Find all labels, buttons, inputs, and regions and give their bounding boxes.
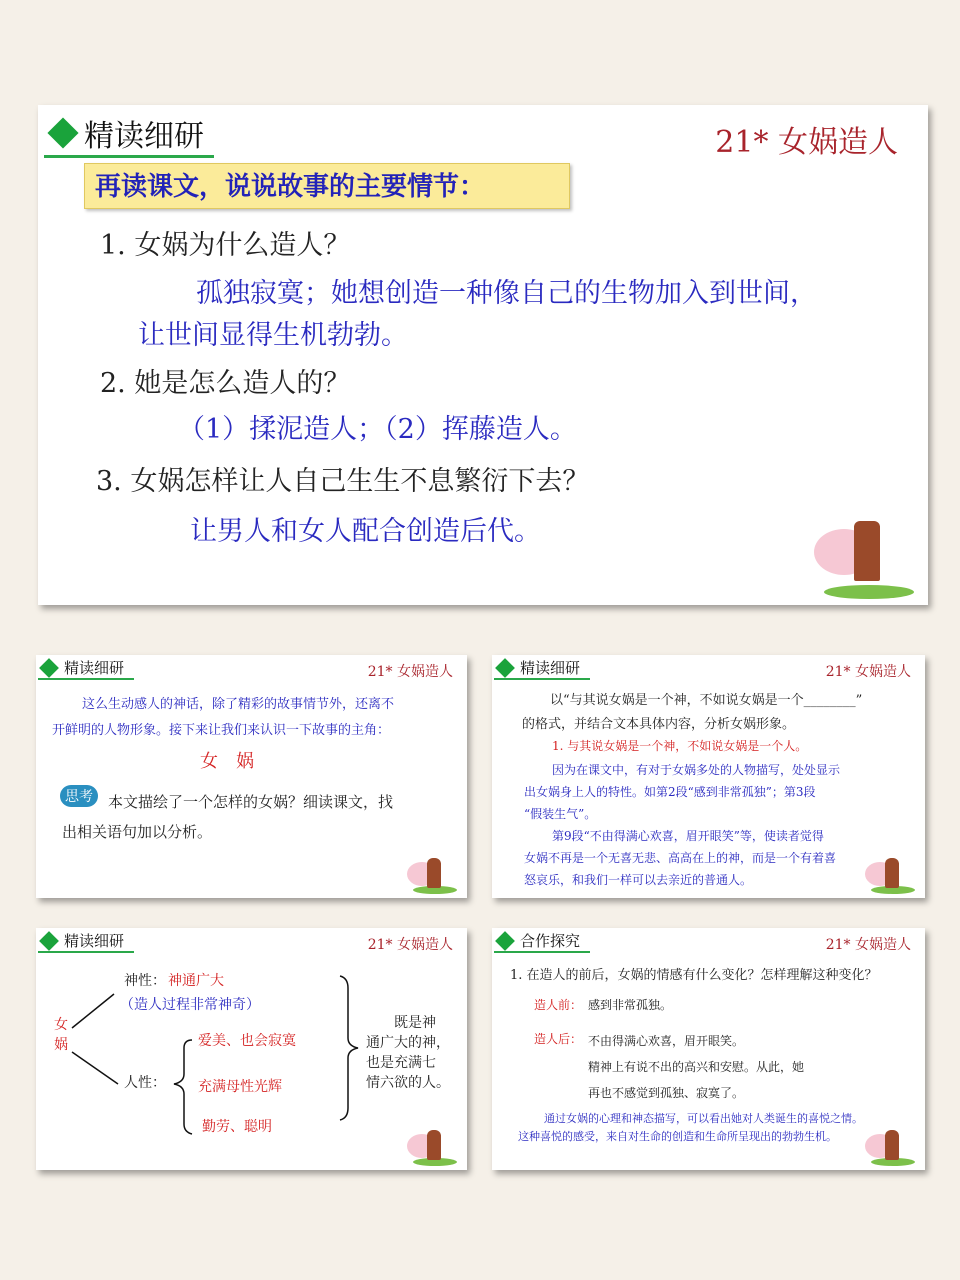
- diamond-icon: [495, 658, 515, 678]
- diamond-icon: [39, 658, 59, 678]
- conclusion-line: 通广大的神，: [366, 1035, 450, 1051]
- conclusion-line: 情六欲的人。: [366, 1075, 450, 1091]
- slide-cooperative-inquiry: [492, 928, 925, 1170]
- nuwa-illustration: [865, 1128, 919, 1166]
- lesson-title: 21* 女娲造人: [715, 125, 898, 160]
- section-title: 精读细研: [520, 659, 581, 677]
- main-slide: [38, 105, 928, 605]
- nuwa-illustration: [407, 856, 461, 894]
- divinity-label: 神性：: [124, 973, 166, 989]
- slide-image-analysis: [492, 655, 925, 898]
- section-title: 精读细研: [64, 659, 125, 677]
- answer-3: 让男人和女人配合创造后代。: [190, 516, 541, 547]
- summary-line: 通过女娲的心理和神态描写，可以看出她对人类诞生的喜悦之情。: [544, 1112, 863, 1125]
- nuwa-illustration: [407, 1128, 461, 1166]
- section-title: 精读细研: [84, 119, 204, 154]
- analysis-line: 因为在课文中，有对于女娲多处的人物描写，处处显示: [552, 763, 841, 777]
- question-3: 3. 女娲怎样让人自己生生不息繁衍下去？: [96, 466, 590, 497]
- after-label: 造人后：: [534, 1032, 583, 1046]
- answer-2: （1）揉泥造人；（2）挥藤造人。: [178, 414, 577, 445]
- answer-1-line-1: 孤独寂寞；她想创造一种像自己的生物加入到世间，: [196, 278, 817, 309]
- humanity-trait: 爱美、也会寂寞: [198, 1033, 296, 1049]
- nuwa-illustration: [865, 856, 919, 894]
- prompt-line-1: 以“与其说女娲是一个神，不如说女娲是一个________”: [550, 693, 863, 708]
- after-text: 再也不感觉到孤独、寂寞了。: [588, 1086, 745, 1100]
- divinity-note: （造人过程非常神奇）: [120, 997, 260, 1013]
- inquiry-question: 1. 在造人的前后，女娲的情感有什么变化？怎样理解这种变化？: [510, 968, 878, 983]
- banner: 再读课文，说说故事的主要情节：: [84, 163, 570, 209]
- question-2: 2. 她是怎么造人的？: [100, 368, 351, 399]
- lesson-title: 21* 女娲造人: [825, 664, 911, 680]
- answer-1-line-2: 让世间显得生机勃勃。: [138, 320, 408, 351]
- prompt-line-2: 的格式，并结合文本具体内容，分析女娲形象。: [522, 717, 796, 732]
- before-label: 造人前：: [534, 998, 583, 1012]
- humanity-label: 人性：: [124, 1075, 166, 1091]
- question-1: 1. 女娲为什么造人？: [100, 230, 351, 261]
- protagonist-name: 女 娲: [200, 751, 254, 772]
- section-header: [38, 657, 134, 680]
- think-question-line-1: 本文描绘了一个怎样的女娲？细读课文，找: [108, 793, 394, 811]
- conclusion-line: 也是充满七: [366, 1055, 436, 1071]
- think-question-line-2: 出相关语句加以分析。: [62, 823, 213, 841]
- root-label: 女: [54, 1017, 68, 1033]
- after-text: 不由得满心欢喜，眉开眼笑。: [588, 1034, 745, 1048]
- section-title: 合作探究: [520, 932, 581, 950]
- before-text: 感到非常孤独。: [588, 998, 673, 1012]
- section-header: [494, 657, 590, 680]
- lesson-title: 21* 女娲造人: [367, 937, 453, 953]
- section-header: [44, 111, 214, 158]
- conclusion-line: 既是神: [394, 1015, 436, 1031]
- analysis-line: “假装生气”。: [524, 807, 597, 821]
- divinity-value: 神通广大: [168, 973, 224, 989]
- think-badge: 思考: [60, 785, 98, 807]
- intro-line-2: 开鲜明的人物形象。接下来让我们来认识一下故事的主角：: [52, 723, 391, 738]
- analysis-line: 出女娲身上人的特性。如第2段“感到非常孤独”；第3段: [524, 785, 816, 799]
- nuwa-illustration: [814, 519, 924, 599]
- analysis-line: 第9段“不由得满心欢喜，眉开眼笑”等，使读者觉得: [552, 829, 824, 843]
- humanity-trait: 勤劳、聪明: [202, 1119, 272, 1135]
- slide-character-intro: [36, 655, 467, 898]
- humanity-trait: 充满母性光辉: [198, 1079, 282, 1095]
- intro-line-1: 这么生动感人的神话，除了精彩的故事情节外，还离不: [82, 697, 395, 712]
- summary-line: 这种喜悦的感受，来自对生命的创造和生命所呈现出的勃勃生机。: [518, 1130, 837, 1143]
- lesson-title: 21* 女娲造人: [367, 664, 453, 680]
- section-title: 精读细研: [64, 932, 125, 950]
- analysis-line: 女娲不再是一个无喜无悲、高高在上的神，而是一个有着喜: [524, 851, 837, 865]
- analysis-line: 怒哀乐，和我们一样可以去亲近的普通人。: [524, 873, 753, 887]
- root-label: 娲: [54, 1037, 68, 1053]
- section-header: [494, 930, 590, 953]
- answer-heading: 1. 与其说女娲是一个神，不如说女娲是一个人。: [552, 739, 808, 753]
- slide-character-diagram: [36, 928, 467, 1170]
- after-text: 精神上有说不出的高兴和安慰。从此，她: [588, 1060, 805, 1074]
- diamond-icon: [47, 117, 78, 148]
- diamond-icon: [495, 931, 515, 951]
- lesson-title: 21* 女娲造人: [825, 937, 911, 953]
